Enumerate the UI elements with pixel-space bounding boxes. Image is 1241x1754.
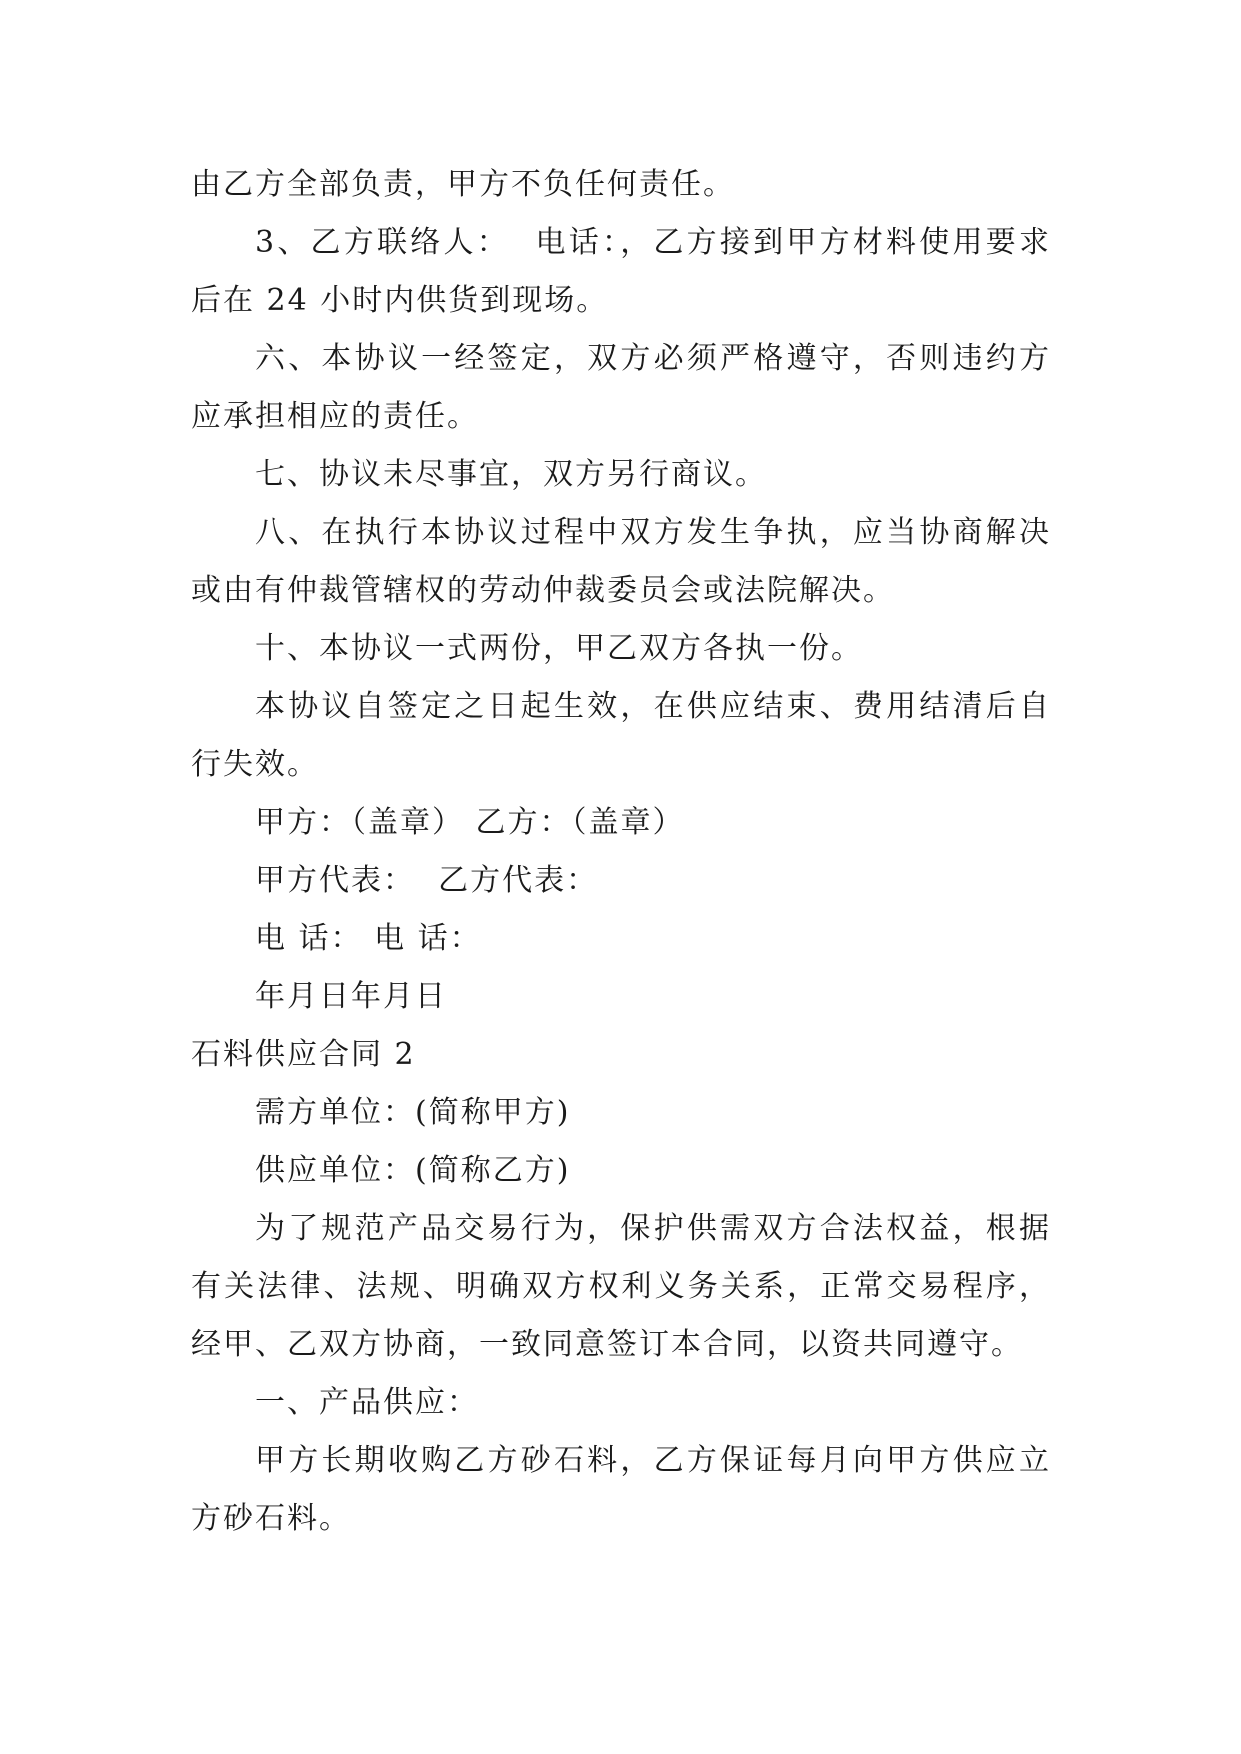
- paragraph-clause-7: 七、协议未尽事宜，双方另行商议。: [255, 457, 767, 492]
- paragraph-clause-6: 六、本协议一经签定，双方必须严格遵守，否则违约方应承担相应的责任。: [191, 341, 1051, 434]
- signature-representative-line: 甲方代表： 乙方代表：: [255, 863, 599, 898]
- paragraph-buyer: 需方单位：(简称甲方): [255, 1095, 571, 1130]
- paragraph-preamble: 为了规范产品交易行为，保护供需双方合法权益，根据有关法律、法规、明确双方权利义务关系，正常交易程序，经甲、乙双方协商，一致同意签订本合同，以资共同遵守。: [191, 1211, 1051, 1362]
- paragraph-supplier: 供应单位：(简称乙方): [255, 1153, 571, 1188]
- document-body: [191, 156, 1051, 1548]
- paragraph-clause-1-body: 甲方长期收购乙方砂石料，乙方保证每月向甲方供应立方砂石料。: [191, 1443, 1051, 1536]
- paragraph-effective: 本协议自签定之日起生效，在供应结束、费用结清后自行失效。: [191, 689, 1051, 782]
- paragraph-clause-8: 八、在执行本协议过程中双方发生争执，应当协商解决或由有仲裁管辖权的劳动仲裁委员会或法院解决。: [191, 515, 1051, 608]
- signature-seal-line: 甲方：（盖章） 乙方：（盖章）: [255, 805, 685, 840]
- paragraph-clause-1-heading: 一、产品供应：: [255, 1385, 479, 1420]
- paragraph-liability-end: 由乙方全部负责，甲方不负任何责任。: [191, 167, 735, 202]
- signature-phone-line: 电 话： 电 话：: [255, 921, 482, 956]
- signature-date-line: 年月日年月日: [255, 979, 447, 1014]
- paragraph-contact: 3、乙方联络人： 电话：，乙方接到甲方材料使用要求后在 24 小时内供货到现场。: [191, 225, 1051, 318]
- section-title: 石料供应合同 2: [191, 1037, 416, 1072]
- paragraph-clause-10: 十、本协议一式两份，甲乙双方各执一份。: [255, 631, 863, 666]
